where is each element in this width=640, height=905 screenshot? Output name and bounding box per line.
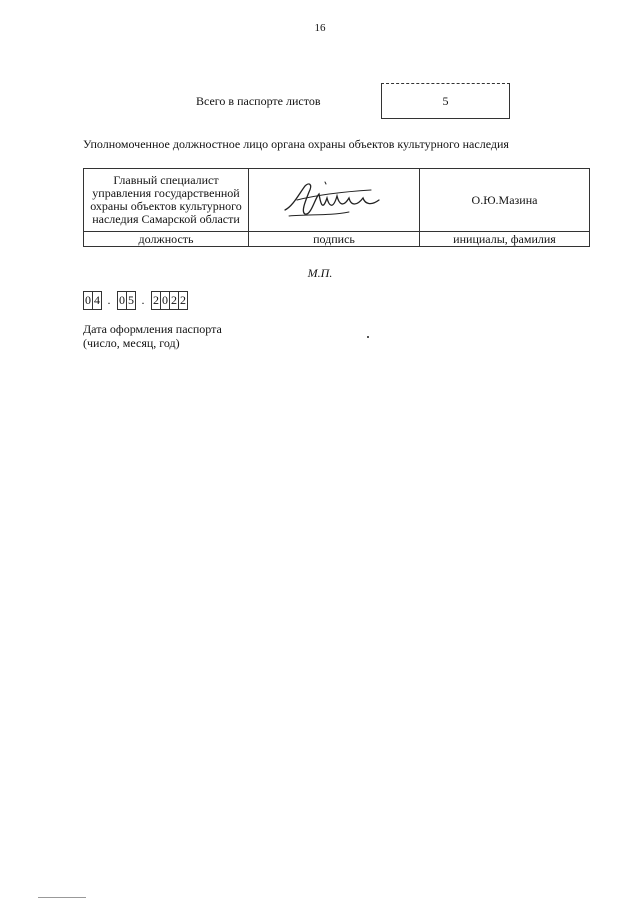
position-cell: [84, 169, 249, 232]
date-separator-2: .: [141, 293, 145, 307]
signature-table-label-row: [84, 232, 590, 247]
issue-date-caption: [83, 322, 222, 350]
footer-line-mark: [38, 897, 86, 898]
issue-date: [83, 291, 187, 310]
year-digit-2: 0: [160, 291, 170, 310]
name-cell: [420, 169, 590, 232]
signature-table-main-row: [84, 169, 590, 232]
month-digit-2: 5: [126, 291, 136, 310]
signature-table: [83, 168, 590, 247]
signature-cell: [249, 169, 420, 232]
stamp-place-label: М.П.: [307, 266, 333, 280]
year-digit-3: 2: [169, 291, 179, 310]
day-digit-2: 4: [92, 291, 102, 310]
position-line-1: Главный специалист: [113, 173, 219, 187]
position-label: должность: [84, 232, 249, 247]
scan-dot-mark: [367, 336, 369, 338]
name-label: инициалы, фамилия: [420, 232, 590, 247]
year-digit-4: 2: [178, 291, 188, 310]
official-name: О.Ю.Мазина: [471, 192, 538, 207]
year-digit-1: 2: [151, 291, 161, 310]
position-line-2: управления государственной: [92, 186, 240, 200]
signature-label: подпись: [249, 232, 420, 247]
issue-date-caption-line-2: (число, месяц, год): [83, 336, 180, 350]
page-number: 16: [314, 22, 326, 34]
issue-date-caption-line-1: Дата оформления паспорта: [83, 322, 222, 336]
sheets-count-box: [381, 83, 510, 119]
month-digit-1: 0: [117, 291, 127, 310]
sheets-count-label: Всего в паспорте листов: [196, 94, 321, 108]
position-line-3: охраны объектов культурного: [90, 199, 242, 213]
day-digit-1: 0: [83, 291, 93, 310]
position-line-4: наследия Самарской области: [92, 212, 240, 226]
handwritten-signature: [279, 176, 389, 224]
sheets-count-value: 5: [442, 93, 449, 108]
date-separator-1: .: [107, 293, 111, 307]
official-heading: Уполномоченное должностное лицо органа охраны объектов культурного наследия: [83, 137, 509, 151]
